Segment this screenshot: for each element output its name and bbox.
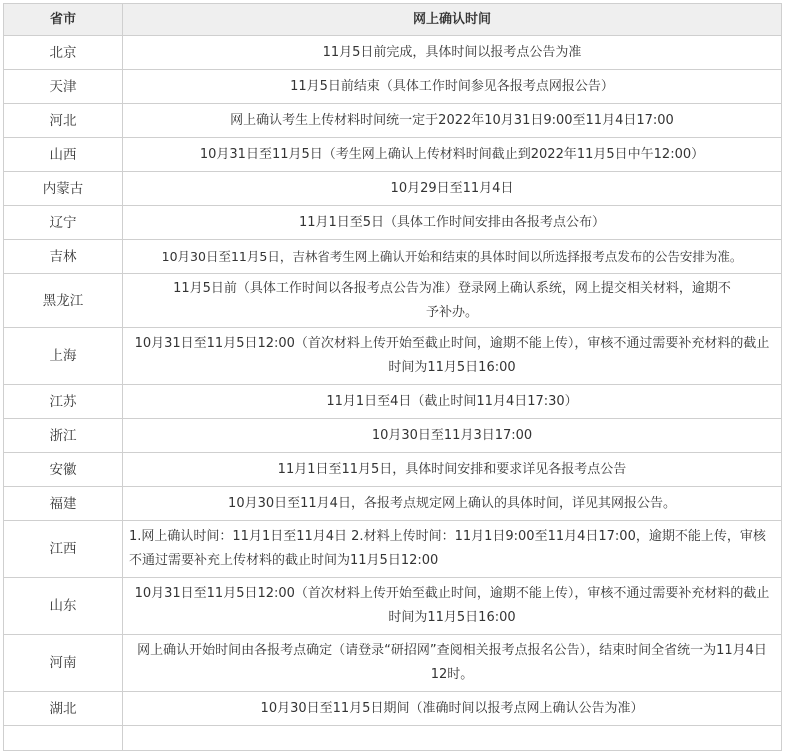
table-row bbox=[4, 635, 782, 692]
time-cell: 11月5日前（具体工作时间以各报考点公告为准）登录网上确认系统，网上提交相关材料，逾期不予补办。 bbox=[123, 274, 782, 328]
time-cell: 10月29日至11月4日 bbox=[123, 172, 782, 206]
time-cell: 11月5日前结束（具体工作时间参见各报考点网报公告） bbox=[123, 70, 782, 104]
table-row bbox=[4, 138, 782, 172]
province-cell: 北京 bbox=[4, 36, 123, 70]
province-cell: 河北 bbox=[4, 104, 123, 138]
table-row bbox=[4, 692, 782, 726]
table-row bbox=[4, 104, 782, 138]
province-cell: 河南 bbox=[4, 635, 123, 692]
province-cell: 浙江 bbox=[4, 419, 123, 453]
table-row bbox=[4, 172, 782, 206]
time-cell: 10月31日至11月5日12:00（首次材料上传开始至截止时间，逾期不能上传），审核不通过需要补充材料的截止时间为11月5日16:00 bbox=[123, 328, 782, 385]
table-row bbox=[4, 578, 782, 635]
province-cell: 山东 bbox=[4, 578, 123, 635]
province-cell: 内蒙古 bbox=[4, 172, 123, 206]
province-cell: 山西 bbox=[4, 138, 123, 172]
table-row bbox=[4, 385, 782, 419]
table-row bbox=[4, 274, 782, 328]
province-cell: 天津 bbox=[4, 70, 123, 104]
province-cell: 江苏 bbox=[4, 385, 123, 419]
table-row bbox=[4, 726, 782, 751]
table-row bbox=[4, 453, 782, 487]
province-cell: 黑龙江 bbox=[4, 274, 123, 328]
province-cell: 辽宁 bbox=[4, 206, 123, 240]
table-row bbox=[4, 240, 782, 274]
time-cell: 11月5日前完成，具体时间以报考点公告为准 bbox=[123, 36, 782, 70]
table-row bbox=[4, 328, 782, 385]
time-cell: 10月31日至11月5日（考生网上确认上传材料时间截止到2022年11月5日中午12:00） bbox=[123, 138, 782, 172]
province-cell bbox=[4, 726, 123, 751]
table-row bbox=[4, 487, 782, 521]
province-cell: 湖北 bbox=[4, 692, 123, 726]
time-cell: 11月1日至5日（具体工作时间安排由各报考点公布） bbox=[123, 206, 782, 240]
table-row bbox=[4, 36, 782, 70]
province-cell: 上海 bbox=[4, 328, 123, 385]
time-cell: 10月30日至11月5日，吉林省考生网上确认开始和结束的具体时间以所选择报考点发布的公告安排为准。 bbox=[123, 240, 782, 274]
time-cell: 10月30日至11月5日期间（准确时间以报考点网上确认公告为准） bbox=[123, 692, 782, 726]
table-row bbox=[4, 419, 782, 453]
time-cell: 11月1日至11月5日，具体时间安排和要求详见各报考点公告 bbox=[123, 453, 782, 487]
table-row bbox=[4, 206, 782, 240]
confirmation-schedule-table bbox=[3, 3, 782, 751]
province-cell: 福建 bbox=[4, 487, 123, 521]
time-cell: 10月30日至11月4日，各报考点规定网上确认的具体时间，详见其网报公告。 bbox=[123, 487, 782, 521]
time-cell: 1.网上确认时间：11月1日至11月4日 2.材料上传时间：11月1日9:00至11月4日17:00，逾期不能上传，审核不通过需要补充上传材料的截止时间为11月5日12:00 bbox=[123, 521, 782, 578]
province-cell: 安徽 bbox=[4, 453, 123, 487]
header-confirmation-time: 网上确认时间 bbox=[123, 4, 782, 36]
time-cell: 10月31日至11月5日12:00（首次材料上传开始至截止时间，逾期不能上传），审核不通过需要补充材料的截止时间为11月5日16:00 bbox=[123, 578, 782, 635]
time-cell: 11月1日至4日（截止时间11月4日17:30） bbox=[123, 385, 782, 419]
time-cell bbox=[123, 726, 782, 751]
province-cell: 江西 bbox=[4, 521, 123, 578]
table-header-row bbox=[4, 4, 782, 36]
province-cell: 吉林 bbox=[4, 240, 123, 274]
time-cell: 网上确认开始时间由各报考点确定（请登录“研招网”查阅相关报考点报名公告），结束时间全省统一为11月4日12时。 bbox=[123, 635, 782, 692]
table-row bbox=[4, 521, 782, 578]
time-cell: 网上确认考生上传材料时间统一定于2022年10月31日9:00至11月4日17:00 bbox=[123, 104, 782, 138]
time-cell: 10月30日至11月3日17:00 bbox=[123, 419, 782, 453]
header-province: 省市 bbox=[4, 4, 123, 36]
table-row bbox=[4, 70, 782, 104]
